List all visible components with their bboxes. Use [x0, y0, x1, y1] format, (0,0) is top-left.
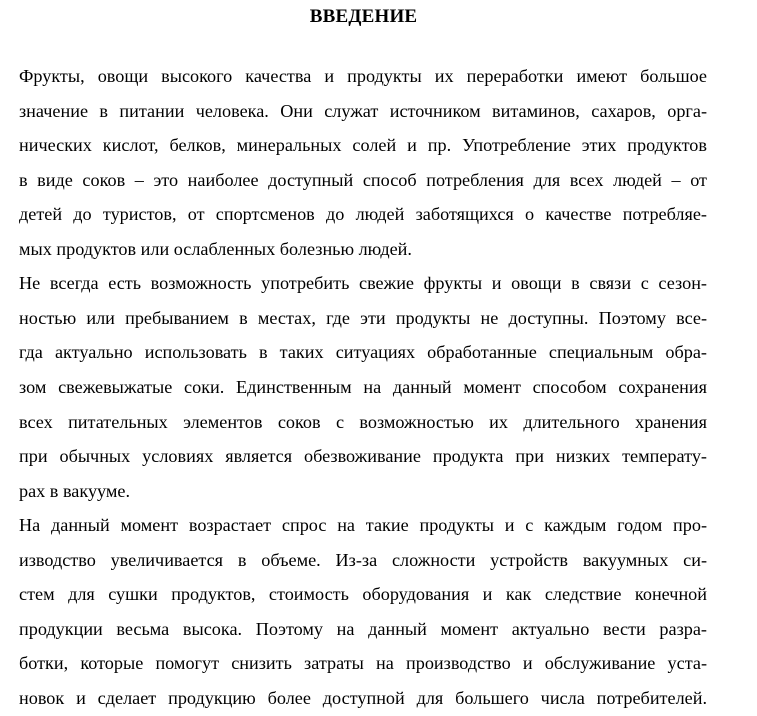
paragraph-1-line-1: Фрукты, овощи высокого качества и продукты их переработки имеют большое	[19, 66, 707, 86]
paragraph-2-line-3: гда актуально использовать в таких ситуациях обработанные специальным обра-	[19, 342, 707, 362]
paragraph-1-line-2: значение в питании человека. Они служат источником витаминов, сахаров, орга-	[19, 101, 707, 121]
paragraph-2-line-5: всех питательных элементов соков с возможностью их длительного хранения	[19, 412, 707, 432]
document-heading: ВВЕДЕНИЕ	[309, 6, 418, 27]
paragraph-3-line-3: стем для сушки продуктов, стоимость оборудования и как следствие конечной	[19, 584, 707, 604]
paragraph-1-line-5: детей до туристов, от спортсменов до людей заботящихся о качестве потребляе-	[19, 204, 707, 224]
paragraph-1-line-6: мых продуктов или ослабленных болезнью людей.	[19, 239, 412, 259]
paragraph-2-line-7: рах в вакууме.	[19, 481, 131, 501]
paragraph-2-line-1: Не всегда есть возможность употребить свежие фрукты и овощи в связи с сезон-	[19, 273, 707, 293]
paragraph-2-line-4: зом свежевыжатые соки. Единственным на данный момент способом сохранения	[19, 377, 707, 397]
paragraph-1-line-4: в виде соков – это наиболее доступный способ потребления для всех людей – от	[19, 170, 707, 190]
paragraph-3-line-1: На данный момент возрастает спрос на такие продукты и с каждым годом про-	[19, 515, 707, 535]
paragraph-3-line-6: новок и сделает продукцию более доступной для большего числа потребителей.	[19, 688, 707, 708]
paragraph-3-line-4: продукции весьма высока. Поэтому на данный момент актуально вести разра-	[19, 619, 707, 639]
paragraph-3-line-5: ботки, которые помогут снизить затраты на производство и обслуживание уста-	[19, 653, 707, 673]
paragraph-3-line-2: изводство увеличивается в объеме. Из-за сложности устройств вакуумных си-	[19, 550, 707, 570]
paragraph-2-line-2: ностью или пребыванием в местах, где эти продукты не доступны. Поэтому все-	[19, 308, 707, 328]
paragraph-2-line-6: при обычных условиях является обезвоживание продукта при низких температу-	[19, 446, 707, 466]
paragraph-1-line-3: нических кислот, белков, минеральных солей и пр. Употребление этих продуктов	[19, 135, 707, 155]
